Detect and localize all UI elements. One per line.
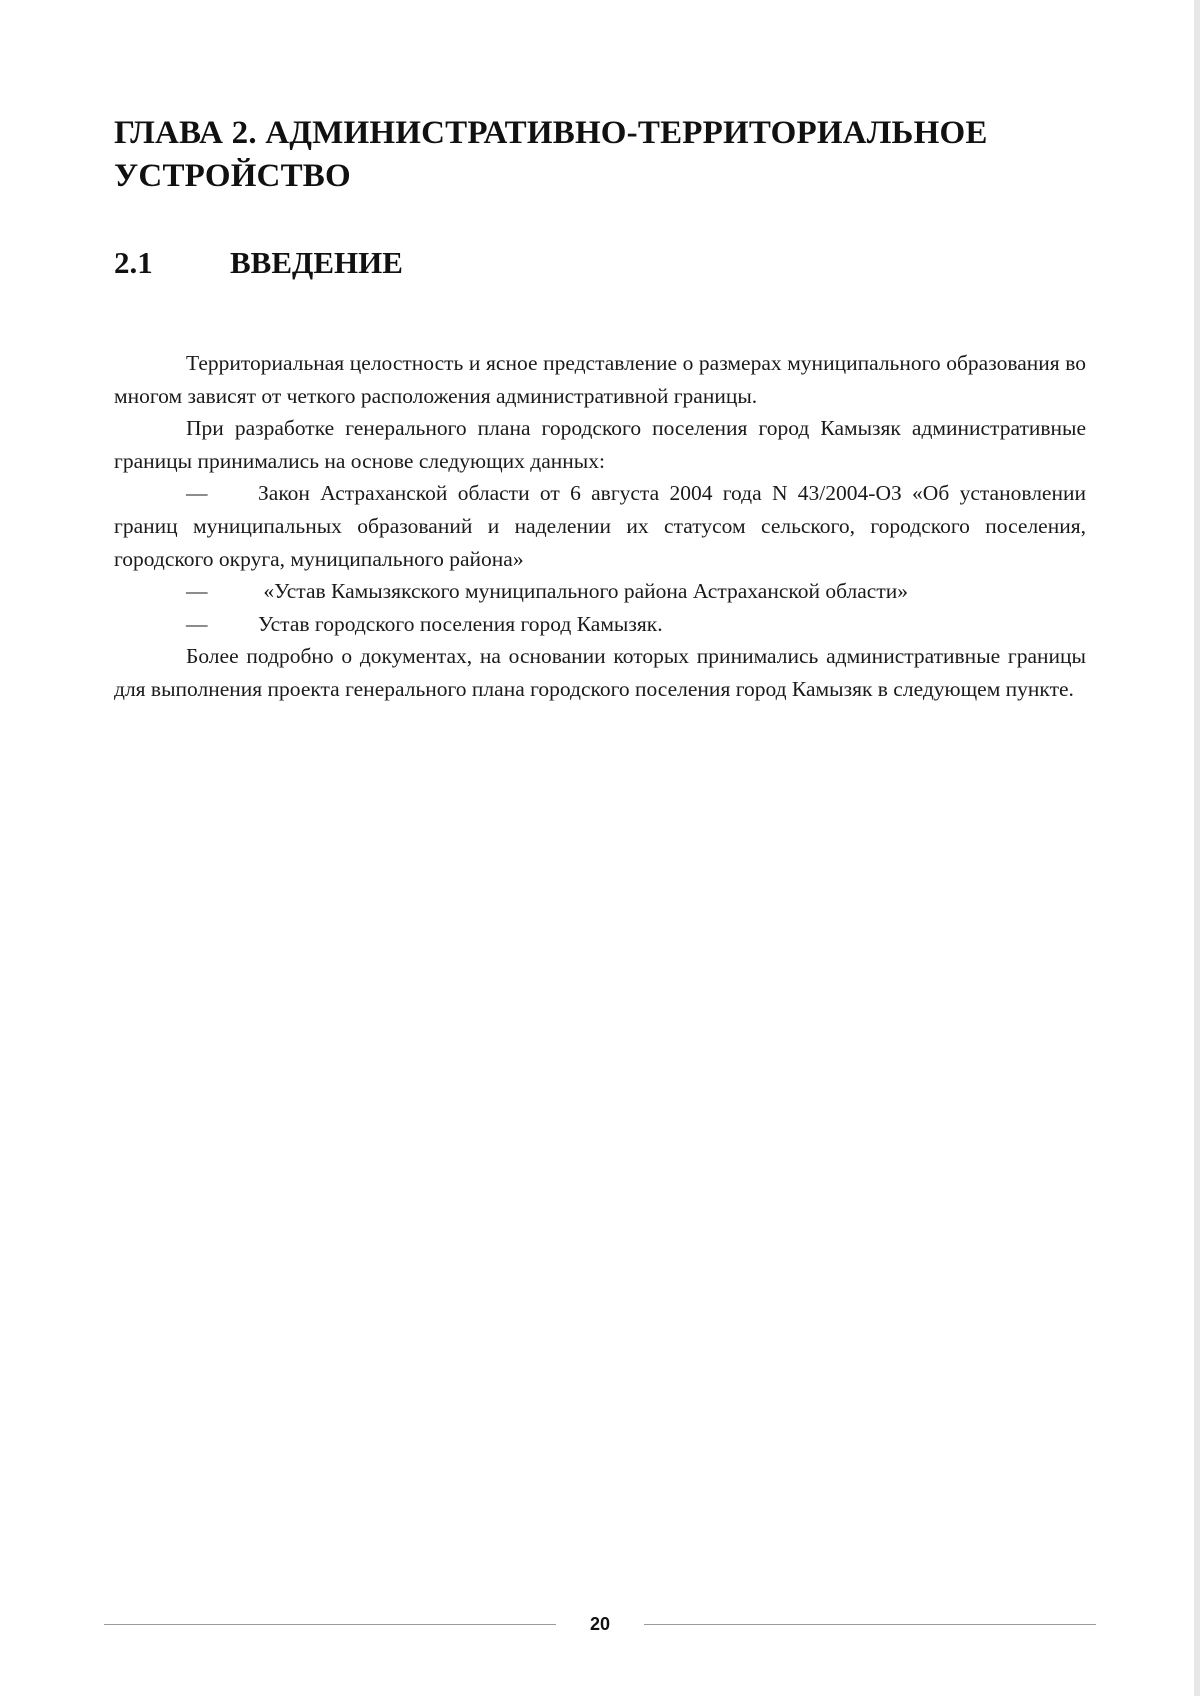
section-title: ВВЕДЕНИЕ [230,245,403,280]
list-dash: — [186,579,208,604]
paragraph-2: При разработке генерального плана городского поселения город Камызяк административные границы принимались на основе следующих данных: [114,416,1086,473]
chapter-title: ГЛАВА 2. АДМИНИСТРАТИВНО-ТЕРРИТОРИАЛЬНОЕ УСТРОЙСТВО [114,115,988,194]
list-item-text: Закон Астраханской области от 6 августа 2004 года N 43/2004-ОЗ «Об установлении границ муниципальных образований и наделении их статусом сельского, городского поселения, городского округа, муниципального района» [114,481,1086,571]
section-heading [114,243,403,283]
page-number: 20 [589,1613,611,1634]
section-number: 2.1 [114,245,153,280]
body-text [114,347,1086,706]
list-item-text: Устав городского поселения город Камызяк. [258,611,663,636]
list-item [114,575,1086,608]
footer-rule-left [104,1624,556,1625]
list-item-text: «Устав Камызякского муниципального района Астраханской области» [258,579,908,604]
list-dash: — [186,481,208,506]
page-edge [1194,0,1200,1696]
page-footer [104,1612,1096,1636]
list-item [114,477,1086,575]
list-item [114,608,1086,641]
footer-rule-right [644,1624,1096,1625]
paragraph-1: Территориальная целостность и ясное представление о размерах муниципального образования во многом зависят от четкого расположения административной границы. [114,351,1086,408]
paragraph-3: Более подробно о документах, на основании которых принимались административные границы для выполнения проекта генерального плана городского поселения город Камызяк в следующем пункте. [114,644,1086,701]
list-dash: — [186,611,208,636]
